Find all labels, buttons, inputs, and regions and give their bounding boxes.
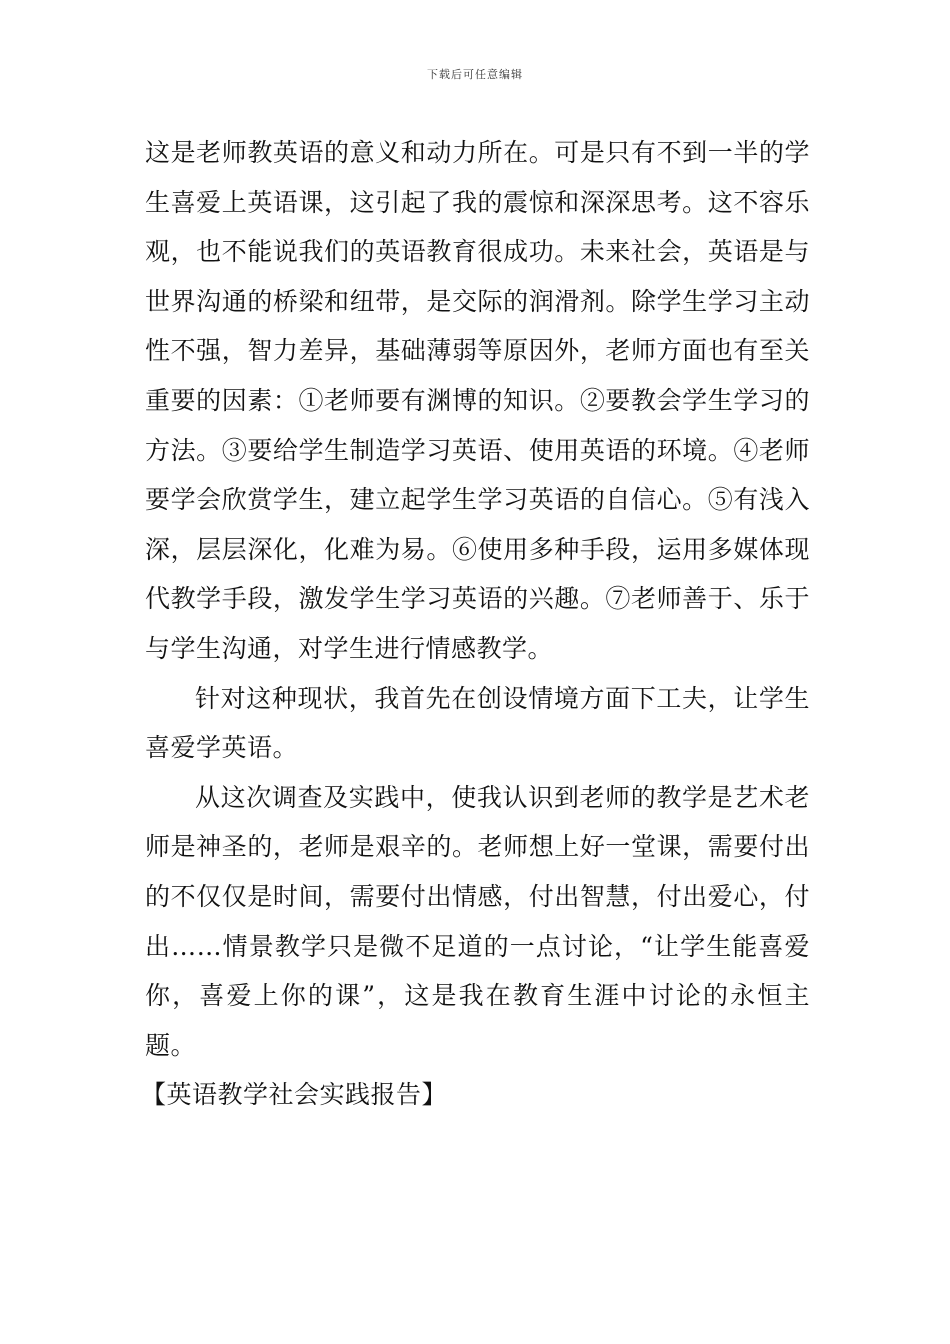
paragraph-1: 这是老师教英语的意义和动力所在。可是只有不到一半的学生喜爱上英语课，这引起了我的震惊和深深思考。这不容乐观，也不能说我们的英语教育很成功。未来社会，英语是与世界沟通的桥梁和纽带，是交际的润滑剂。除学生学习主动性不强，智力差异，基础薄弱等原因外，老师方面也有至关重要的因素：①老师要有渊博的知识。②要教会学生学习的方法。③要给学生制造学习英语、使用英语的环境。④老师要学会欣赏学生，建立起学生学习英语的自信心。⑤有浅入深，层层深化，化难为易。⑥使用多种手段，运用多媒体现代教学手段，激发学生学习英语的兴趣。⑦老师善于、乐于与学生沟通，对学生进行情感教学。 [145,138,810,663]
page-header: 下载后可任意编辑 [427,68,523,81]
paragraph-2: 针对这种现状，我首先在创设情境方面下工夫，让学生喜爱学英语。 [145,683,810,763]
paragraph-3: 从这次调查及实践中，使我认识到老师的教学是艺术老师是神圣的，老师是艰辛的。老师想上好一堂课，需要付出的不仅仅是时间，需要付出情感，付出智慧，付出爱心，付出……情景教学只是微不足道的一点讨论，“让学生能喜爱你，喜爱上你的课”，这是我在教育生涯中讨论的永恒主题。 [145,782,810,1060]
section-heading: 【英语教学社会实践报告】 [141,1080,448,1110]
document-body [141,128,810,1120]
